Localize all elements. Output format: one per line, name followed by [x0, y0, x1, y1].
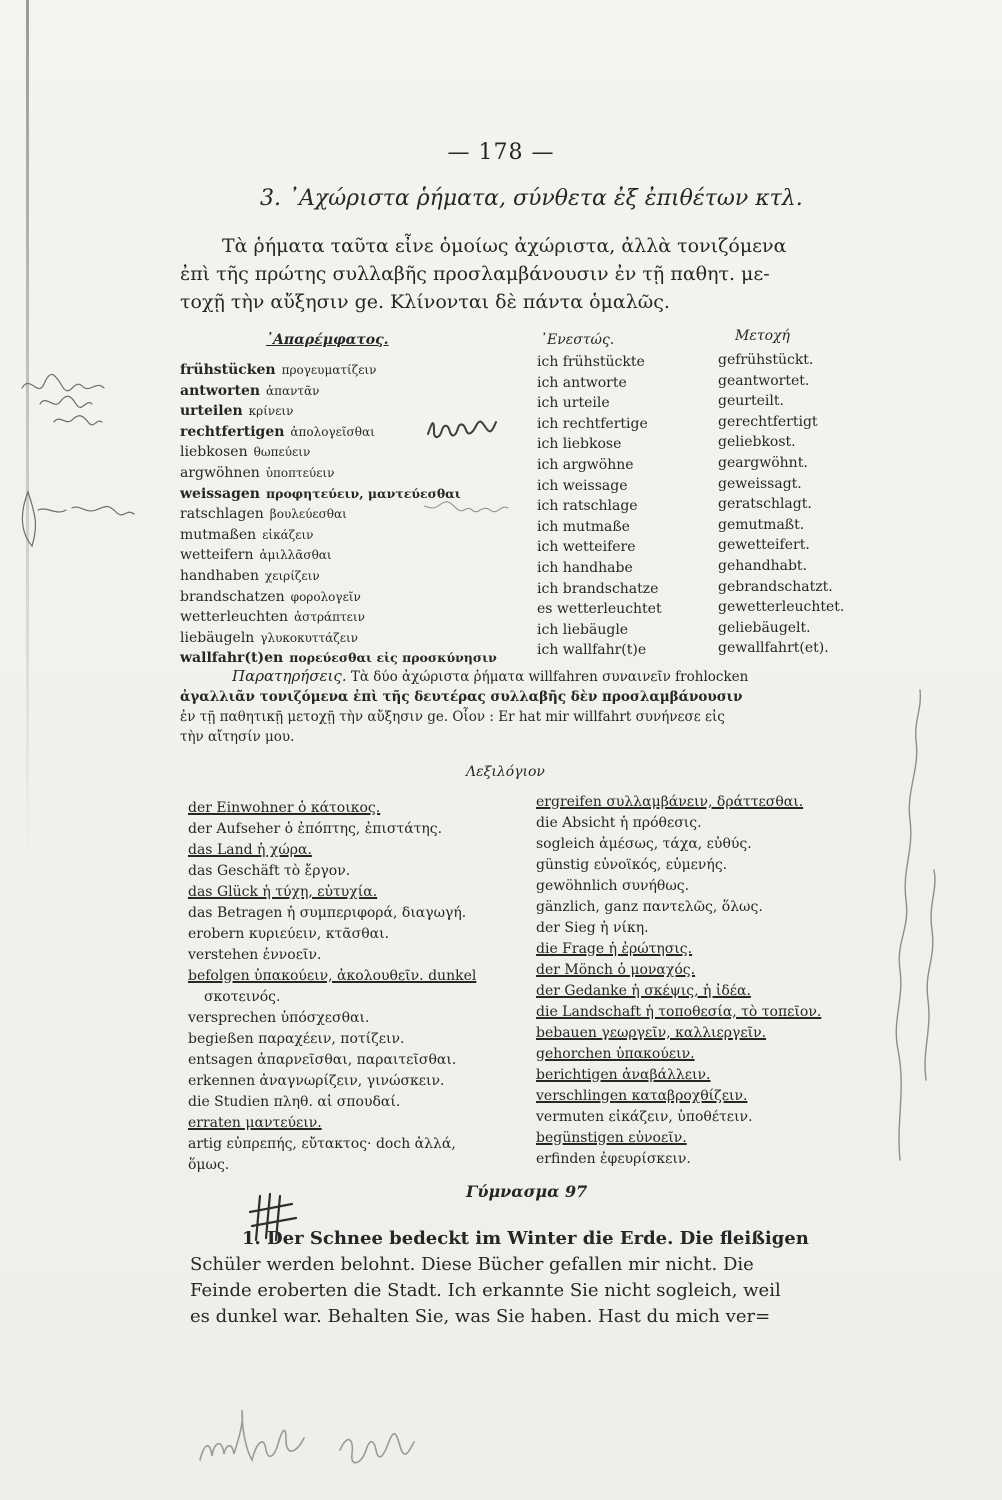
verb-participle: gewetteifert.	[718, 537, 810, 554]
verb-present: ich rechtfertige	[537, 415, 648, 432]
vocab-entry: die Absicht ἡ πρόθεσις.	[536, 815, 702, 831]
exercise-line: es dunkel war. Behalten Sie, was Sie haben. Hast du mich ver=	[190, 1306, 771, 1327]
vocab-entry: die Studien πληθ. αἱ σπουδαί.	[188, 1094, 401, 1110]
verb-greek: κρίνειν	[248, 404, 294, 419]
verb-participle: geargwöhnt.	[718, 454, 808, 471]
verb-participle: geliebäugelt.	[718, 619, 811, 636]
vocab-entry: begünstigen εὐνοεῖν.	[536, 1130, 687, 1146]
verb-present: ich frühstückte	[537, 354, 645, 370]
verb-greek: ἀπολογεῖσθαι	[290, 424, 375, 439]
vocab-entry: bebauen γεωργεῖν, καλλιεργεῖν.	[536, 1025, 767, 1041]
verb-greek: χειρίζειν	[264, 568, 320, 583]
remarks-line: τὴν αἴτησίν μου.	[180, 729, 295, 745]
verb-german: weissagen	[180, 485, 260, 502]
verb-row	[180, 566, 520, 587]
verb-present: ich wallfahr(t)e	[537, 642, 647, 659]
verb-participle: gemutmaßt.	[718, 516, 805, 533]
vocabulary-heading: Λεξιλόγιον	[466, 764, 545, 780]
verb-german: handhaben	[180, 567, 259, 584]
vocab-entry: verschlingen καταβροχθίζειν.	[536, 1088, 748, 1104]
verb-participle: geratschlagt.	[718, 496, 812, 513]
verb-german: antworten	[180, 382, 261, 399]
verb-participle-list	[718, 350, 858, 659]
vocab-entry: der Sieg ἡ νίκη.	[536, 920, 649, 936]
verb-greek: πορεύεσθαι εἰς προσκύνησιν	[289, 650, 497, 666]
vocab-entry: gewöhnlich συνήθως.	[536, 878, 690, 894]
intro-line: ἐπὶ τῆς πρώτης συλλαβῆς προσλαμβάνουσιν ἐν τῇ παθητ. με-	[180, 263, 770, 285]
verb-participle: gefrühstückt.	[718, 352, 814, 368]
handwriting-margin-left	[0, 360, 160, 920]
verb-german: wetteifern	[180, 547, 254, 564]
verb-german: wetterleuchten	[180, 609, 289, 626]
verb-german: liebkosen	[180, 444, 248, 461]
vocab-entry: die Landschaft ἡ τοποθεσία, τὸ τοπεῖον.	[536, 1004, 822, 1020]
verb-present: ich liebäugle	[537, 621, 629, 638]
vocab-entry: sogleich ἀμέσως, τάχα, εὐθύς.	[536, 836, 752, 852]
vocab-entry: befolgen ὑπακούειν, ἀκολουθεῖν. dunkel	[188, 968, 477, 984]
verb-present: ich urteile	[537, 395, 610, 412]
page-number: — 178 —	[447, 140, 555, 165]
remarks-line: ἐν τῇ παθητικῇ μετοχῇ τὴν αὔξησιν ge. Οἷον : Er hat mir willfahrt συνήνεσε εἰς	[180, 709, 725, 725]
vocab-entry: erfinden ἐφευρίσκειν.	[536, 1151, 691, 1167]
verb-participle: gewetterleuchtet.	[718, 599, 845, 616]
vocabulary-right-list	[536, 792, 866, 1170]
remarks-line: ἀγαλλιᾶν τονιζόμενα ἐπὶ τῆς δευτέρας συλλαβῆς δὲν προσλαμβάνουσιν	[180, 689, 743, 705]
verb-german: ratschlagen	[180, 506, 264, 523]
verb-row	[180, 504, 520, 525]
vocab-entry: der Einwohner ὁ κάτοικος.	[188, 800, 381, 816]
vocab-entry: artig εὐπρεπής, εὔτακτος· doch ἀλλά,	[188, 1136, 456, 1152]
column-header-present: ᾿Ενεστώς.	[540, 332, 615, 348]
vocab-entry: gänzlich, ganz παντελῶς, ὅλως.	[536, 899, 763, 915]
verb-greek: ὑποπτεύειν	[265, 465, 335, 480]
intro-line: Τὰ ῥήματα ταῦτα εἶνε ὁμοίως ἀχώριστα, ἀλλὰ τονιζόμενα	[222, 235, 787, 257]
verb-german: urteilen	[180, 403, 243, 420]
verb-present: ich antworte	[537, 374, 627, 391]
verb-row	[180, 587, 520, 608]
verb-greek: ἀπαντᾶν	[266, 383, 320, 398]
verb-german: liebäugeln	[180, 629, 255, 646]
verb-greek: ἀστράπτειν	[294, 610, 365, 625]
vocab-entry: das Geschäft τὸ ἔργον.	[188, 863, 351, 879]
exercise-heading: Γύμνασμα 97	[466, 1182, 588, 1201]
verb-present: ich wetteifere	[537, 539, 636, 556]
vocab-entry: entsagen ἀπαρνεῖσθαι, παραιτεῖσθαι.	[188, 1052, 457, 1068]
verb-participle: gebrandschatzt.	[718, 578, 833, 595]
vocab-entry: das Betragen ἡ συμπεριφορά, διαγωγή.	[188, 905, 467, 921]
vocab-entry: berichtigen ἀναβάλλειν.	[536, 1067, 711, 1083]
exercise-line: Feinde eroberten die Stadt. Ich erkannte Sie nicht sogleich, weil	[190, 1280, 781, 1301]
verb-infinitive-list	[180, 360, 520, 669]
vocab-entry: der Mönch ὁ μοναχός.	[536, 962, 696, 978]
remarks-line	[180, 666, 850, 687]
verb-german: brandschatzen	[180, 588, 285, 605]
verb-greek: εἰκάζειν	[262, 527, 314, 542]
verb-german: wallfahr(t)en	[180, 650, 284, 667]
verb-participle: gewallfahrt(et).	[718, 640, 829, 657]
vocab-entry: der Aufseher ὁ ἐπόπτης, ἐπιστάτης.	[188, 821, 443, 837]
verb-present: ich liebkose	[537, 436, 622, 453]
verb-greek: γλυκοκυττάζειν	[260, 630, 359, 645]
vocab-entry: ergreifen συλλαμβάνειν, δράττεσθαι.	[536, 794, 804, 810]
verb-row	[180, 381, 520, 402]
verb-present: ich argwöhne	[537, 456, 634, 473]
verb-german: argwöhnen	[180, 464, 260, 481]
intro-line: τοχῇ τὴν αὔξησιν ge. Κλίνονται δὲ πάντα ὁμαλῶς.	[180, 291, 670, 313]
verb-greek: προγευματίζειν	[281, 363, 377, 377]
vocab-entry: versprechen ὑπόσχεσθαι.	[188, 1010, 370, 1026]
verb-row	[180, 401, 520, 422]
verb-present: ich brandschatze	[537, 580, 659, 597]
vocabulary-left-list	[188, 798, 518, 1176]
verb-row	[180, 628, 520, 649]
vocab-entry: der Gedanke ἡ σκέψις, ἡ ἰδέα.	[536, 983, 751, 999]
vocab-entry: das Land ἡ χώρα.	[188, 842, 312, 858]
vocab-entry: erkennen ἀναγνωρίζειν, γινώσκειν.	[188, 1073, 445, 1089]
section-title: 3. ᾿Αχώριστα ῥήματα, σύνθετα ἐξ ἐπιθέτων κτλ.	[260, 186, 803, 211]
vocab-entry: gehorchen ὑπακούειν.	[536, 1046, 695, 1062]
vocab-entry: σκοτεινός.	[204, 989, 281, 1005]
verb-participle: geliebkost.	[718, 434, 796, 451]
verb-greek: βουλεύεσθαι	[269, 507, 347, 522]
vocab-entry: günstig εὐνοϊκός, εὐμενής.	[536, 857, 728, 873]
exercise-paragraph	[190, 1226, 870, 1330]
verb-row	[180, 607, 520, 628]
verb-greek: φορολογεῖν	[290, 589, 361, 604]
verb-row	[180, 360, 520, 381]
vocab-entry: ὅμως.	[188, 1157, 230, 1173]
column-header-infinitive: ᾿Απαρέμφατος.	[266, 332, 389, 348]
verb-row	[180, 422, 520, 443]
intro-paragraph	[180, 232, 850, 316]
verb-german: frühstücken	[180, 362, 276, 378]
verb-participle: geantwortet.	[718, 372, 810, 389]
verb-german: rechtfertigen	[180, 423, 285, 440]
remarks-label: Παρατηρήσεις.	[232, 667, 347, 685]
verb-present: ich ratschlage	[537, 498, 638, 515]
verb-participle: gehandhabt.	[718, 557, 807, 574]
verb-present: ich mutmaße	[537, 518, 630, 535]
vocab-entry: verstehen ἐννοεῖν.	[188, 947, 322, 963]
verb-participle: gerechtfertigt	[718, 413, 818, 430]
verb-participle: geweissagt.	[718, 475, 802, 492]
verb-greek: θωπεύειν	[253, 445, 311, 460]
verb-greek: ἁμιλλᾶσθαι	[259, 548, 332, 563]
verb-row	[180, 463, 520, 484]
verb-row	[180, 545, 520, 566]
verb-greek: προφητεύειν, μαντεύεσθαι	[266, 485, 461, 501]
vocab-entry: erraten μαντεύειν.	[188, 1115, 322, 1131]
handwriting-bottom	[190, 1380, 490, 1500]
verb-row	[180, 442, 520, 463]
handwriting-right-margin	[860, 660, 980, 1180]
verb-present: ich handhabe	[537, 559, 633, 576]
vocab-entry: begießen παραχέειν, ποτίζειν.	[188, 1031, 405, 1047]
verb-row	[180, 484, 520, 505]
verb-row	[180, 525, 520, 546]
column-header-participle: Μετοχή	[735, 328, 790, 344]
verb-german: mutmaßen	[180, 526, 257, 543]
remarks-paragraph	[180, 666, 850, 747]
verb-present-list	[537, 352, 707, 661]
vocab-entry: das Glück ἡ τύχη, εὐτυχία.	[188, 884, 378, 900]
vocab-entry: erobern κυριεύειν, κτᾶσθαι.	[188, 926, 390, 942]
vocab-entry: die Frage ἡ ἐρώτησις.	[536, 941, 693, 957]
exercise-line: Schüler werden belohnt. Diese Bücher gefallen mir nicht. Die	[190, 1254, 754, 1275]
remarks-text: Τὰ δύο ἀχώριστα ῥήματα willfahren συναινεῖν frohlocken	[350, 669, 749, 685]
verb-participle: geurteilt.	[718, 393, 784, 410]
verb-present: ich weissage	[537, 477, 628, 494]
vocab-entry: vermuten εἰκάζειν, ὑποθέτειν.	[536, 1109, 753, 1125]
exercise-line: 1. Der Schnee bedeckt im Winter die Erde. Die fleißigen	[242, 1228, 809, 1249]
page-edge-shadow	[26, 0, 29, 860]
verb-present: es wetterleuchtet	[537, 601, 662, 618]
